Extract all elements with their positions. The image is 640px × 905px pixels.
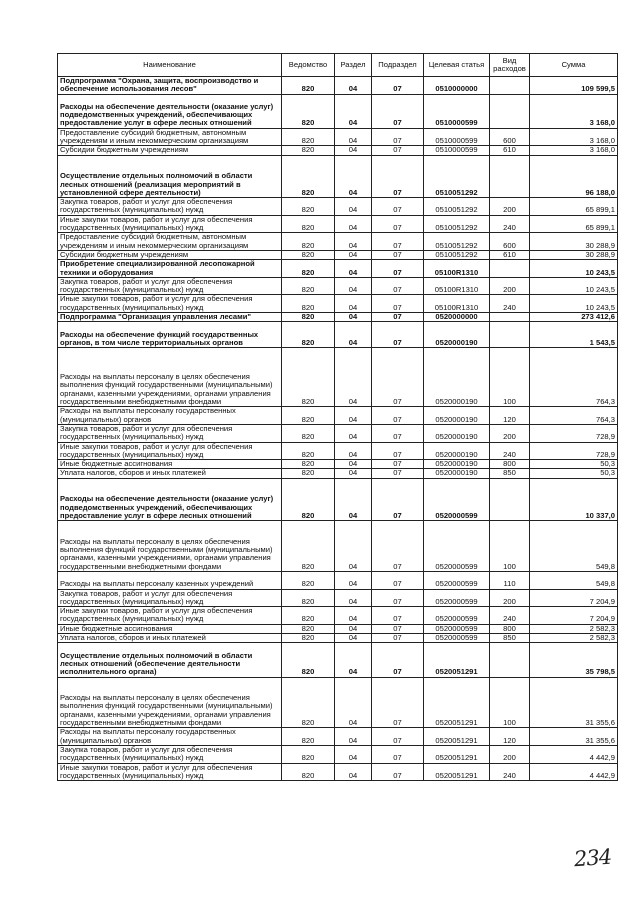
row-expense-type: 200 xyxy=(490,424,530,442)
row-department: 820 xyxy=(282,407,335,425)
table-row xyxy=(58,521,618,572)
row-section: 04 xyxy=(335,763,372,781)
row-section: 04 xyxy=(335,607,372,625)
row-sum: 30 288,9 xyxy=(530,233,618,251)
row-name: Расходы на выплаты персоналу государственных (муниципальных) органов xyxy=(58,728,282,746)
row-name: Субсидии бюджетным учреждениям xyxy=(58,146,282,155)
row-section: 04 xyxy=(335,521,372,572)
row-name: Расходы на выплаты персоналу в целях обеспечения выполнения функций государственными (муниципальными) органами, казенными учреждениями, органами управления государственными внебюджетными фондами xyxy=(58,521,282,572)
row-name: Закупка товаров, работ и услуг для обеспечения государственных (муниципальных) нужд xyxy=(58,589,282,607)
row-subsection: 07 xyxy=(372,322,424,348)
table-row xyxy=(58,469,618,478)
row-name: Иные закупки товаров, работ и услуг для обеспечения государственных (муниципальных) нужд xyxy=(58,295,282,313)
table-row xyxy=(58,607,618,625)
row-target-article: 05100R1310 xyxy=(424,260,490,278)
row-section: 04 xyxy=(335,643,372,677)
row-subsection: 07 xyxy=(372,745,424,763)
row-name: Закупка товаров, работ и услуг для обеспечения государственных (муниципальных) нужд xyxy=(58,745,282,763)
row-subsection: 07 xyxy=(372,763,424,781)
row-department: 820 xyxy=(282,250,335,259)
table-row xyxy=(58,260,618,278)
table-row xyxy=(58,198,618,216)
row-target-article: 05100R1310 xyxy=(424,277,490,295)
row-sum: 50,3 xyxy=(530,460,618,469)
row-subsection: 07 xyxy=(372,198,424,216)
row-name: Предоставление субсидий бюджетным, автономным учреждениям и иным некоммерческим организациям xyxy=(58,128,282,146)
row-sum: 7 204,9 xyxy=(530,607,618,625)
row-subsection: 07 xyxy=(372,478,424,521)
table-row xyxy=(58,348,618,407)
row-subsection: 07 xyxy=(372,460,424,469)
header-subsection: Подраздел xyxy=(372,54,424,77)
row-name: Расходы на обеспечение деятельности (оказание услуг) подведомственных учреждений, обеспечивающих предоставление услуг в сфере лесных отношений xyxy=(58,478,282,521)
row-sum: 31 355,6 xyxy=(530,677,618,728)
table-row xyxy=(58,643,618,677)
row-expense-type: 200 xyxy=(490,277,530,295)
row-name: Предоставление субсидий бюджетным, автономным учреждениям и иным некоммерческим организациям xyxy=(58,233,282,251)
row-section: 04 xyxy=(335,624,372,633)
table-row xyxy=(58,128,618,146)
row-sum: 764,3 xyxy=(530,348,618,407)
row-department: 820 xyxy=(282,233,335,251)
row-name: Иные закупки товаров, работ и услуг для обеспечения государственных (муниципальных) нужд xyxy=(58,442,282,460)
table-row xyxy=(58,77,618,95)
row-sum: 31 355,6 xyxy=(530,728,618,746)
table-row xyxy=(58,313,618,322)
row-department: 820 xyxy=(282,643,335,677)
row-section: 04 xyxy=(335,469,372,478)
row-section: 04 xyxy=(335,745,372,763)
row-target-article: 0520000190 xyxy=(424,460,490,469)
row-target-article: 0510051292 xyxy=(424,233,490,251)
table-row xyxy=(58,407,618,425)
row-name: Иные закупки товаров, работ и услуг для обеспечения государственных (муниципальных) нужд xyxy=(58,763,282,781)
row-target-article: 0520000599 xyxy=(424,571,490,589)
header-section: Раздел xyxy=(335,54,372,77)
table-row xyxy=(58,146,618,155)
row-subsection: 07 xyxy=(372,469,424,478)
row-target-article: 0520000599 xyxy=(424,634,490,643)
row-expense-type: 100 xyxy=(490,521,530,572)
row-department: 820 xyxy=(282,677,335,728)
row-target-article: 0510051292 xyxy=(424,155,490,198)
row-section: 04 xyxy=(335,728,372,746)
row-target-article: 05100R1310 xyxy=(424,295,490,313)
row-department: 820 xyxy=(282,589,335,607)
row-expense-type: 200 xyxy=(490,745,530,763)
budget-table xyxy=(57,53,618,781)
row-name: Закупка товаров, работ и услуг для обеспечения государственных (муниципальных) нужд xyxy=(58,277,282,295)
row-section: 04 xyxy=(335,322,372,348)
row-target-article: 0520000599 xyxy=(424,478,490,521)
row-expense-type xyxy=(490,77,530,95)
row-target-article: 0520000190 xyxy=(424,322,490,348)
row-expense-type: 200 xyxy=(490,589,530,607)
row-name: Уплата налогов, сборов и иных платежей xyxy=(58,469,282,478)
row-name: Расходы на обеспечение деятельности (оказание услуг) подведомственных учреждений, обеспечивающих предоставление услуг в сфере лесных отношений xyxy=(58,94,282,128)
row-subsection: 07 xyxy=(372,128,424,146)
row-sum: 4 442,9 xyxy=(530,745,618,763)
row-sum: 549,8 xyxy=(530,521,618,572)
row-sum: 549,8 xyxy=(530,571,618,589)
table-row xyxy=(58,155,618,198)
row-target-article: 0520051291 xyxy=(424,677,490,728)
row-subsection: 07 xyxy=(372,442,424,460)
row-department: 820 xyxy=(282,155,335,198)
row-department: 820 xyxy=(282,295,335,313)
row-name: Расходы на обеспечение функций государственных органов, в том числе территориальных органов xyxy=(58,322,282,348)
row-subsection: 07 xyxy=(372,146,424,155)
row-department: 820 xyxy=(282,624,335,633)
row-subsection: 07 xyxy=(372,643,424,677)
table-row xyxy=(58,589,618,607)
row-department: 820 xyxy=(282,728,335,746)
header-sum: Сумма xyxy=(530,54,618,77)
table-row xyxy=(58,233,618,251)
row-section: 04 xyxy=(335,677,372,728)
row-section: 04 xyxy=(335,233,372,251)
table-row xyxy=(58,94,618,128)
row-name: Иные бюджетные ассигнования xyxy=(58,624,282,633)
row-name: Расходы на выплаты персоналу казенных учреждений xyxy=(58,571,282,589)
row-name: Расходы на выплаты персоналу в целях обеспечения выполнения функций государственными (муниципальными) органами, казенными учреждениями, органами управления государственными внебюджетными фондами xyxy=(58,348,282,407)
row-department: 820 xyxy=(282,198,335,216)
table-row xyxy=(58,215,618,233)
row-department: 820 xyxy=(282,469,335,478)
row-section: 04 xyxy=(335,198,372,216)
row-sum: 728,9 xyxy=(530,424,618,442)
row-section: 04 xyxy=(335,442,372,460)
row-section: 04 xyxy=(335,128,372,146)
row-expense-type: 200 xyxy=(490,198,530,216)
row-subsection: 07 xyxy=(372,521,424,572)
row-sum: 3 168,0 xyxy=(530,146,618,155)
table-row xyxy=(58,634,618,643)
table-row xyxy=(58,295,618,313)
row-target-article: 0520000599 xyxy=(424,624,490,633)
row-department: 820 xyxy=(282,77,335,95)
table-row xyxy=(58,322,618,348)
row-subsection: 07 xyxy=(372,424,424,442)
row-name: Подпрограмма "Организация управления лесами" xyxy=(58,313,282,322)
row-section: 04 xyxy=(335,634,372,643)
row-sum: 764,3 xyxy=(530,407,618,425)
row-expense-type: 800 xyxy=(490,460,530,469)
row-department: 820 xyxy=(282,745,335,763)
row-expense-type: 100 xyxy=(490,348,530,407)
row-sum: 10 243,5 xyxy=(530,260,618,278)
row-name: Расходы на выплаты персоналу в целях обеспечения выполнения функций государственными (муниципальными) органами, казенными учреждениями, органами управления государственными внебюджетными фондами xyxy=(58,677,282,728)
row-sum: 35 798,5 xyxy=(530,643,618,677)
row-expense-type: 800 xyxy=(490,624,530,633)
row-sum: 10 243,5 xyxy=(530,277,618,295)
row-expense-type xyxy=(490,478,530,521)
row-target-article: 0520000190 xyxy=(424,348,490,407)
row-department: 820 xyxy=(282,277,335,295)
row-sum: 65 899,1 xyxy=(530,215,618,233)
table-row xyxy=(58,424,618,442)
row-department: 820 xyxy=(282,571,335,589)
row-section: 04 xyxy=(335,313,372,322)
table-row xyxy=(58,250,618,259)
row-section: 04 xyxy=(335,589,372,607)
row-expense-type: 600 xyxy=(490,128,530,146)
row-target-article: 0510051292 xyxy=(424,215,490,233)
row-expense-type xyxy=(490,260,530,278)
row-name: Осуществление отдельных полномочий в области лесных отношений (обеспечение деятельности исполнительного органа) xyxy=(58,643,282,677)
row-target-article: 0520051291 xyxy=(424,763,490,781)
table-row xyxy=(58,478,618,521)
row-expense-type xyxy=(490,643,530,677)
row-subsection: 07 xyxy=(372,277,424,295)
table-row xyxy=(58,677,618,728)
row-sum: 10 243,5 xyxy=(530,295,618,313)
table-row xyxy=(58,728,618,746)
row-subsection: 07 xyxy=(372,348,424,407)
row-section: 04 xyxy=(335,146,372,155)
row-sum: 2 582,3 xyxy=(530,634,618,643)
row-section: 04 xyxy=(335,348,372,407)
row-subsection: 07 xyxy=(372,624,424,633)
row-name: Иные закупки товаров, работ и услуг для обеспечения государственных (муниципальных) нужд xyxy=(58,607,282,625)
row-sum: 96 188,0 xyxy=(530,155,618,198)
row-name: Иные закупки товаров, работ и услуг для обеспечения государственных (муниципальных) нужд xyxy=(58,215,282,233)
row-target-article: 0520000000 xyxy=(424,313,490,322)
header-target-article: Целевая статья xyxy=(424,54,490,77)
row-section: 04 xyxy=(335,260,372,278)
row-name: Осуществление отдельных полномочий в области лесных отношений (реализация мероприятий в установленной сфере деятельности) xyxy=(58,155,282,198)
row-expense-type: 240 xyxy=(490,215,530,233)
row-target-article: 0520000599 xyxy=(424,607,490,625)
row-section: 04 xyxy=(335,407,372,425)
row-sum: 4 442,9 xyxy=(530,763,618,781)
row-name: Приобретение специализированной лесопожарной техники и оборудования xyxy=(58,260,282,278)
row-target-article: 0520000599 xyxy=(424,589,490,607)
row-section: 04 xyxy=(335,460,372,469)
row-department: 820 xyxy=(282,128,335,146)
row-expense-type: 850 xyxy=(490,634,530,643)
row-sum: 30 288,9 xyxy=(530,250,618,259)
row-target-article: 0520000190 xyxy=(424,407,490,425)
row-department: 820 xyxy=(282,478,335,521)
row-name: Подпрограмма "Охрана, защита, воспроизводство и обеспечение использования лесов" xyxy=(58,77,282,95)
row-department: 820 xyxy=(282,442,335,460)
row-department: 820 xyxy=(282,460,335,469)
row-target-article: 0520000599 xyxy=(424,521,490,572)
row-section: 04 xyxy=(335,215,372,233)
row-department: 820 xyxy=(282,607,335,625)
row-department: 820 xyxy=(282,634,335,643)
row-section: 04 xyxy=(335,277,372,295)
row-section: 04 xyxy=(335,295,372,313)
row-subsection: 07 xyxy=(372,155,424,198)
row-sum: 50,3 xyxy=(530,469,618,478)
row-subsection: 07 xyxy=(372,313,424,322)
row-subsection: 07 xyxy=(372,571,424,589)
row-target-article: 0520000190 xyxy=(424,469,490,478)
row-department: 820 xyxy=(282,146,335,155)
row-section: 04 xyxy=(335,94,372,128)
row-section: 04 xyxy=(335,424,372,442)
row-target-article: 0520051291 xyxy=(424,643,490,677)
table-header-row xyxy=(58,54,618,77)
row-expense-type: 240 xyxy=(490,442,530,460)
row-sum: 728,9 xyxy=(530,442,618,460)
row-expense-type xyxy=(490,155,530,198)
row-sum: 10 337,0 xyxy=(530,478,618,521)
table-row xyxy=(58,763,618,781)
row-department: 820 xyxy=(282,424,335,442)
row-expense-type: 110 xyxy=(490,571,530,589)
table-row xyxy=(58,571,618,589)
row-department: 820 xyxy=(282,215,335,233)
row-subsection: 07 xyxy=(372,728,424,746)
row-target-article: 0520051291 xyxy=(424,728,490,746)
row-target-article: 0520000190 xyxy=(424,442,490,460)
row-sum: 3 168,0 xyxy=(530,128,618,146)
row-sum: 1 543,5 xyxy=(530,322,618,348)
row-sum: 2 582,3 xyxy=(530,624,618,633)
table-row xyxy=(58,460,618,469)
row-expense-type xyxy=(490,313,530,322)
row-department: 820 xyxy=(282,94,335,128)
row-target-article: 0510000599 xyxy=(424,146,490,155)
row-subsection: 07 xyxy=(372,607,424,625)
table-row xyxy=(58,624,618,633)
page-number: 234 xyxy=(573,844,612,872)
row-expense-type: 600 xyxy=(490,233,530,251)
row-department: 820 xyxy=(282,348,335,407)
row-section: 04 xyxy=(335,155,372,198)
row-name: Закупка товаров, работ и услуг для обеспечения государственных (муниципальных) нужд xyxy=(58,424,282,442)
row-subsection: 07 xyxy=(372,94,424,128)
row-target-article: 0520051291 xyxy=(424,745,490,763)
row-expense-type: 850 xyxy=(490,469,530,478)
row-section: 04 xyxy=(335,250,372,259)
header-expense-type: Вид расходов xyxy=(490,54,530,77)
row-section: 04 xyxy=(335,478,372,521)
row-name: Уплата налогов, сборов и иных платежей xyxy=(58,634,282,643)
row-sum: 273 412,6 xyxy=(530,313,618,322)
row-department: 820 xyxy=(282,313,335,322)
row-target-article: 0510051292 xyxy=(424,198,490,216)
row-subsection: 07 xyxy=(372,589,424,607)
row-name: Расходы на выплаты персоналу государственных (муниципальных) органов xyxy=(58,407,282,425)
row-department: 820 xyxy=(282,521,335,572)
table-body xyxy=(58,77,618,781)
row-department: 820 xyxy=(282,763,335,781)
row-name: Закупка товаров, работ и услуг для обеспечения государственных (муниципальных) нужд xyxy=(58,198,282,216)
row-target-article: 0520000190 xyxy=(424,424,490,442)
row-expense-type: 610 xyxy=(490,250,530,259)
row-subsection: 07 xyxy=(372,295,424,313)
row-expense-type: 240 xyxy=(490,763,530,781)
row-subsection: 07 xyxy=(372,233,424,251)
row-subsection: 07 xyxy=(372,677,424,728)
row-expense-type: 610 xyxy=(490,146,530,155)
row-department: 820 xyxy=(282,260,335,278)
row-sum: 7 204,9 xyxy=(530,589,618,607)
row-target-article: 0510000000 xyxy=(424,77,490,95)
row-subsection: 07 xyxy=(372,250,424,259)
row-target-article: 0510000599 xyxy=(424,128,490,146)
row-subsection: 07 xyxy=(372,215,424,233)
row-section: 04 xyxy=(335,77,372,95)
row-subsection: 07 xyxy=(372,260,424,278)
row-target-article: 0510000599 xyxy=(424,94,490,128)
row-expense-type: 120 xyxy=(490,407,530,425)
header-department: Ведомство xyxy=(282,54,335,77)
row-sum: 109 599,5 xyxy=(530,77,618,95)
row-sum: 3 168,0 xyxy=(530,94,618,128)
row-name: Иные бюджетные ассигнования xyxy=(58,460,282,469)
table-row xyxy=(58,277,618,295)
row-subsection: 07 xyxy=(372,77,424,95)
row-sum: 65 899,1 xyxy=(530,198,618,216)
row-expense-type: 100 xyxy=(490,677,530,728)
header-name: Наименование xyxy=(58,54,282,77)
table-row xyxy=(58,442,618,460)
row-section: 04 xyxy=(335,571,372,589)
row-name: Субсидии бюджетным учреждениям xyxy=(58,250,282,259)
row-expense-type: 240 xyxy=(490,295,530,313)
row-expense-type xyxy=(490,94,530,128)
row-subsection: 07 xyxy=(372,407,424,425)
row-target-article: 0510051292 xyxy=(424,250,490,259)
row-expense-type: 240 xyxy=(490,607,530,625)
row-expense-type xyxy=(490,322,530,348)
row-expense-type: 120 xyxy=(490,728,530,746)
row-department: 820 xyxy=(282,322,335,348)
table-row xyxy=(58,745,618,763)
row-subsection: 07 xyxy=(372,634,424,643)
